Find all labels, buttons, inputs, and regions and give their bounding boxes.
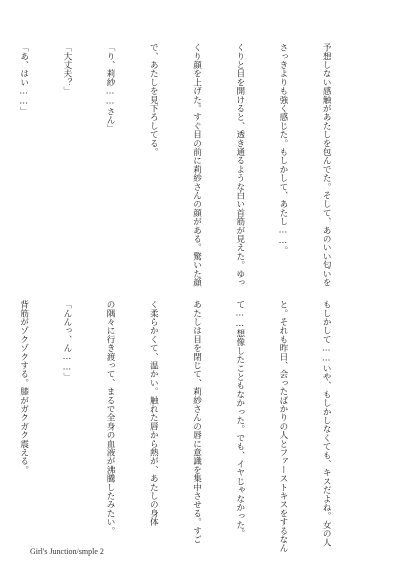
page-footer: Girl's Junction/smple 2	[30, 547, 104, 556]
text-line: くり顔を上げた。すぐ目の前に莉紗さんの顔がある。驚いた顔	[191, 43, 202, 287]
text-line: あたしは目を閉じて、莉紗さんの唇に意識を集中させる。すご	[191, 300, 202, 544]
text-line: もしかして……いや、もしかしなくても、キスだよね。女の人	[321, 300, 332, 547]
text-line: さっきよりも強く感じた。もしかして、あたし……。	[277, 43, 288, 255]
text-line: 予想しない感触があたしを包んでた。そして、あのいい匂いを	[321, 43, 332, 287]
text-line: 「んんっ、ん……」	[61, 300, 72, 382]
text-line: く柔らかくて、温かい。触れた唇から熱が、あたしの身体	[148, 300, 159, 527]
text-line: て……想像したこともなかった。でも、イヤじゃなかった。	[234, 300, 245, 538]
text-line: の隅々に行き渡って、まるで全身の血液が沸騰したみたい。	[105, 300, 116, 535]
text-line: 背筋がゾクゾクする。膝がガクガク震える。	[18, 300, 29, 474]
text-line: くりと目を開けると、透き通るような白い首筋が見えた。ゆっ	[234, 43, 245, 287]
text-line: 「あ、はい……」	[18, 43, 29, 116]
text-line: と。それも昨日、会ったばかりの人とファーストキスをするなん	[277, 300, 288, 553]
text-line: 「り、莉紗……さん」	[105, 43, 116, 133]
text-line: で、あたしを見下ろしてる。	[148, 43, 159, 157]
text-block-top	[18, 43, 362, 287]
text-line: 「大丈夫？」	[61, 43, 72, 96]
